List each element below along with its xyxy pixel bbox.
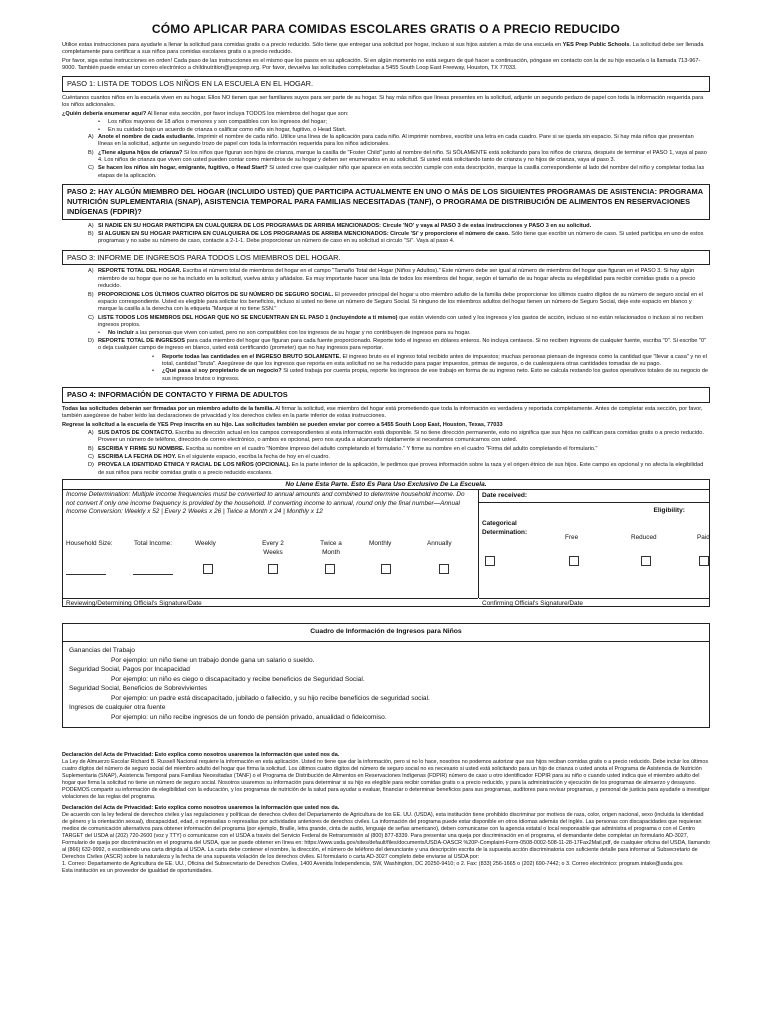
income-example: Por ejemplo: un padre está discapacitado, jubilado o fallecido, y su hijo recibe beneficios de seguridad social. <box>111 694 430 702</box>
bullet-text: En su cuidado bajo un acuerdo de crianza o calificar como niño sin hogar, fugitivo, o Head Start. <box>108 126 347 133</box>
item-bold: REPORTE TOTAL DEL HOGAR. <box>98 268 182 275</box>
item-label: A) <box>88 429 94 436</box>
household-size-label: Household Size: <box>66 540 113 548</box>
item-text: Escriba su dirección actual en los campos correspondientes si esta información está disponible. Si no tiene dirección permanente, esto no significa que sus hijos no califican para comidas gratis o a precio reducido. Proveer un número de teléfono, dirección de correo electrónico, o ambos es opcional, pero nos ayuda a alcanzarlo rápidamente si necesitamos comunicarnos con usted. <box>98 429 704 444</box>
income-determination-text: Income Determination: Multiple income frequencies must be converted to annual amounts and combined to determine household income. Do not convert if only one income frequency is provided by the household. If converting income to annual, round only the final number—Annual Income Conversion: Weekly x 52 | Every 2 Weeks x 26 | Twice a Month x 24 | Monthly x 12 <box>66 491 465 515</box>
item-label: A) <box>88 222 94 229</box>
free-label: Free <box>565 534 579 542</box>
school-use-title: No Llene Esta Parte. Esto Es Para Uso Exclusivo De La Escuela. <box>63 480 709 490</box>
section-header-paso4: PASO 4: INFORMACIÓN DE CONTACTO Y FIRMA DE ADULTOS <box>62 387 710 403</box>
paso4-item-b <box>62 446 710 453</box>
paso1-item-a <box>62 134 710 149</box>
item-bold: PROVEA LA IDENTIDAD ÉTNICA Y RACIAL DE LOS NIÑOS (OPCIONAL). <box>98 462 291 469</box>
paso1-intro: Cuéntanos cuantos niños en la escuela viven en su hogar. Ellos NO tienen que ser familiares suyos para ser parte de su hogar. Si hay más niños que líneas presentes en la solicitud, adjunte un segundo pedazo de papel con toda la información requerida para los niños adicionales. <box>62 95 704 109</box>
item-label: B) <box>88 445 94 452</box>
paso4-item-d <box>62 462 710 477</box>
item-bold: ESCRIBA LA FECHA DE HOY. <box>98 454 177 461</box>
item-text: En la parte inferior de la aplicación, le pedimos que provea información sobre la raza y el origen étnico de sus hijos. Este campo es opcional y no afecta la elegibilidad de sus niños para recibir comidas gratis o a precio reducido escolares. <box>98 462 704 476</box>
return-address: Regrese la solicitud a la escuela de YES Prep inscrita en su hijo. Las solicitudes también se pueden enviar por correo a 5455 South Loop East, Houston, Texas, 77033 <box>62 421 503 428</box>
item-bold: SI ALGUIEN EN SU HOGAR PARTICIPA EN CUALQUIERA DE LOS PROGRAMAS DE ARRIBA MENCIONADOS: Circule 'Sí' y proporcione el número de caso. <box>98 230 510 237</box>
paso3-item-c <box>62 315 710 330</box>
item-label: B) <box>88 230 94 237</box>
section-header-paso2: PASO 2: HAY ALGÚN MIEMBRO DEL HOGAR (INCLUIDO USTED) QUE PARTICIPA ACTUALMENTE EN UNO O MÁS DE LOS SIGUIENTES PROGRAMAS DE ASISTENCIA: PROGRAMA NUTRICIÓN SUPLEMENTARIA (SNAP), ASISTENCIA TEMPORAL PARA FAMILIAS NECESITADAS (TANF), O PROGRAMA DE DISTRIBUCIÓN DE ALIMENTOS EN RESERVACIONES INDÍGENAS (FDPIR)? <box>62 184 710 219</box>
privacy-heading: Declaración del Acta de Privacidad: Esto explica como nosotros usaremos la información que usted nos da. <box>62 751 340 758</box>
bullet-item: • Reporte todas las cantidades en el INGRESO BRUTO SOLAMENTE. El ingreso bruto es el ingreso total recibido antes de impuestos; muchas personas piensan de ingresos como la cantidad que "llevar a casa" y no el total, cantidad "bruta". Asegúrese de que los ingresos que reporta en esta solicitud no se ha reducido para pagar impuestos, primas de seguros, o de cualesquiera otras cantidades tomadas de su pago. <box>152 353 707 367</box>
paso3-item-a <box>62 268 710 290</box>
twice-a-month-checkbox[interactable] <box>325 564 335 574</box>
bullet-item: • ¿Qué pasa si soy propietario de un negocio? Si usted trabaja por cuenta propia, reporte los ingresos de ese trabajo en forma de su ingreso neto. Esto se calcula restando los gastos operativos totales de su negocio de sus ingresos brutos o ingresos. <box>152 368 708 382</box>
item-bold: Anote el nombre de cada estudiante. <box>98 133 196 140</box>
item-text: En el siguiente espacio, escriba la fecha de hoy en el cuadro. <box>176 454 330 461</box>
item-bold: ¿Tiene alguna hijos de crianza? <box>98 149 183 156</box>
paso1-question <box>62 111 710 118</box>
bullet-text: Si usted trabaja por cuenta propia, reporte los ingresos de ese trabajo en forma de su ingreso neto. Esto se calcula restando los gastos operativos totales de su negocio de sus ingresos brutos o ingresos. <box>162 368 708 382</box>
item-text: para cada miembro del hogar que figuran para cada fuente proporcionado. Reporte todo el ingreso en dólares enteros. No incluya centavos. Si no reciben ingresos de cualquier fuente, escriba "0". Si escribe "0" o deja cualquier campo de ingreso en blanco, usted está certificando (prometer) que no hay ingresos para reportar. <box>98 337 707 352</box>
item-label: D) <box>88 462 94 469</box>
paid-checkbox[interactable] <box>699 556 709 566</box>
item-text: Sólo tiene que escribir un número de caso. Si usted participa en uno de estos programas y no sabe su número de caso, contacte a 2-1-1. Debe proporcionar un número de caso en su solicitud si circulo "Sí". Vaya al paso 4. <box>98 230 704 245</box>
weekly-label: Weekly <box>195 540 216 548</box>
categorical-checkbox[interactable] <box>485 556 495 566</box>
item-text: Si usted cree que cualquier niño que aparece en esta sección cumple con esta descripción, marque la casilla correspondiente al lado del nombre del niño y completar todas las etapas de la aplicación. <box>98 165 705 179</box>
item-text: Escriba el número total de miembros del hogar en el campo "Tamaño Total del Hogar (Niños y Adultos)." Este número debe ser igual al número de miembros del hogar que figuran en el PASO 3. Si hay algún miembro de su hogar que no se ha incluido en la solicitud, vuelva atrás y añádalos. Es muy importante hacer una lista de todos los miembros del hogar, según el tamaño de su hogar afecta su elegibilidad para recibir comidas gratis o a precio reducido. <box>98 268 696 290</box>
page-title: CÓMO APLICAR PARA COMIDAS ESCOLARES GRATIS O A PRECIO REDUCIDO <box>151 22 621 36</box>
paso4-intro-text: Al firmar la solicitud, ese miembro del hogar está prometiendo que toda la información es verdadera y reportada completamente. Antes de completar esta sección, por favor, también asegúrese de haber leído las declaraciones de privacidad y los derechos civiles en la parte inferior de estas instrucciones. <box>62 405 703 420</box>
confirming-official-signature[interactable]: Confirming Official's Signature/Date <box>479 598 709 608</box>
item-bold: Se hacen los niños sin hogar, emigrante, fugitivo, o Head Start? <box>98 165 268 172</box>
total-income-label: Total Income: <box>133 540 172 548</box>
bullet-item: • No incluir a las personas que viven con usted, pero no son compatibles con los ingresos de su hogar y no contribuyen de ingresos para su hogar. <box>98 330 471 337</box>
paso3-item-b <box>62 292 710 314</box>
date-received-label[interactable]: Date received: <box>479 490 709 503</box>
bullet-bold: ¿Qué pasa si soy propietario de un negocio? <box>162 368 282 375</box>
paid-label: Paid <box>697 534 710 542</box>
bullet-text: a las personas que viven con usted, pero no son compatibles con los ingresos de su hogar y no contribuyen de ingresos para su hogar. <box>133 330 471 337</box>
income-example: Por ejemplo: un niño es ciego o discapacitado y recibe beneficios de Seguridad Social. <box>111 675 365 683</box>
privacy-paragraph <box>62 752 710 801</box>
item-text: El proveedor principal del hogar u otro miembro adulto de la familia debe proporcionar los últimos cuatro dígitos de su número de seguro social en el espacio correspondiente. Usted es elegible para solicitar los beneficios, incluso si usted no tiene un número de Seguro Social. Si ninguno de los miembros adultos del hogar tienen un número de Seguro Social, deje este espacio en blanco y marque la casilla a la derecha con la etiqueta "Marque si no tiene SSN." <box>98 291 703 313</box>
equal-opportunity-statement: Esta institución es un proveedor de igualdad de oportunidades. <box>62 867 213 874</box>
item-label: A) <box>88 268 94 275</box>
item-bold: ESCRIBA Y FIRME SU NOMBRE. <box>98 445 185 452</box>
paso4-item-c <box>62 454 710 461</box>
bullet-text: El ingreso bruto es el ingreso total recibido antes de impuestos; muchas personas piensan de ingresos como la cantidad que "llevar a casa" y no el total, cantidad "bruta". Asegúrese de que los ingresos que reporta en esta solicitud no se ha reducido para pagar impuestos, primas de seguros, o de cualesquiera otras cantidades tomadas de su pago. <box>162 353 707 367</box>
paso1-item-b <box>62 150 710 165</box>
intro-text-end: . La solicitud debe ser llenada completamente para certificar a sus niños para comidas escolares gratis o a precio reducido. <box>62 41 704 56</box>
item-label: B) <box>88 291 94 298</box>
reviewing-official-signature[interactable]: Reviewing/Determining Official's Signature/Date <box>63 598 478 608</box>
section-header-paso3: PASO 3: INFORME DE INGRESOS PARA TODOS LOS MIEMBROS DEL HOGAR. <box>62 250 710 266</box>
twice-a-month-label: Twice a Month <box>320 540 342 556</box>
annually-label: Annually <box>427 540 452 548</box>
item-text: que están viviendo con usted y los ingresos y los gastos de acción, incluso si no están relacionados o incluso si no reciben ingresos propios. <box>98 314 704 329</box>
privacy-text: La Ley de Almuerzo Escolar Richard B. Russell Nacional requiere la información en esta aplicación. Usted no tiene que dar la información, pero si no lo hace, nosotros no podemos autorizar que sus hijos reciban comidas gratis o a precio reducido. Debe incluir los últimos cuatro dígitos del número de seguro social del miembro adulto del hogar que firma la solicitud. Los últimos cuatro dígitos del número de seguro social no es necesario si usted está solicitando para un hijo de crianza o usted anota el Programa de Asistencia de Nutrición Suplementaria (SNAP), Asistencia Temporal para Familias Necesitadas (TANF) o el Programa de Distribución de Alimentos en Reservaciones Indígenas (FDPIR) número de caso u otro identificador FDPIR para su niño o cuando usted indica que el miembro adulto del hogar que firma la solicitud no tiene un número de seguro social. Nosotros usaremos su información para determinar si su hijo es elegible para recibir comidas gratis o a precio reducido, y para la administración y ejecución de los programas de almuerzo y desayuno. PODEMOS compartir su información de elegibilidad con la educación, y los programas de nutrición de la salud para ayudar a evaluar, financiar o determinar beneficios para sus programas, auditores para revisar programas, y personal de justicia para ayudarle a investigar violaciones de las reglas del programa. <box>62 758 710 800</box>
income-determination-panel <box>63 490 479 608</box>
item-bold: PROPORCIONE LOS ÚLTIMOS CUATRO DÍGITOS DE SU NÚMERO DE SEGURO SOCIAL. <box>98 291 334 298</box>
civil-rights-heading: Declaración del Acta de Privacidad: Esto explica como nosotros usaremos la información que usted nos da. <box>62 804 340 811</box>
privacy-section <box>62 752 710 875</box>
eligibility-panel <box>479 490 710 608</box>
paso2-item-b <box>62 231 710 246</box>
item-label: D) <box>88 337 94 344</box>
every-2-weeks-checkbox[interactable] <box>268 564 278 574</box>
item-label: C) <box>88 454 94 461</box>
paso2-item-a <box>62 223 710 230</box>
child-income-table-title: Cuadro de Información de Ingresos para Niños <box>63 624 709 642</box>
paso3-item-d <box>62 338 710 353</box>
civil-rights-contact: 1. Correo: Departamento de Agricultura de EE. UU., Oficina del Subsecretario de Derechos Civiles, 1400 Avenida Independencia, SW, Washington, DC 20250-9410; o 2. Fax: (833) 256-1665 o (202) 690-7442; o 3. Correo electrónico: program.intake@usda.gov. <box>62 860 684 867</box>
document-page <box>62 22 710 879</box>
categorical-label: Categorical Determination: <box>482 520 528 536</box>
school-name: YES Prep Public Schools <box>562 41 630 48</box>
household-size-field[interactable] <box>66 574 106 575</box>
item-bold: SI NADIE EN SU HOGAR PARTICIPA EN CUALQUIERA DE LOS PROGRAMAS DE ARRIBA MENCIONADOS: Circule 'NO' y vaya al PASO 3 de estas instrucciones y PASO 3 en su solicitud. <box>98 222 592 229</box>
civil-rights-paragraph <box>62 805 710 875</box>
paso1-item-c <box>62 165 710 180</box>
reduced-label: Reduced <box>631 534 657 542</box>
monthly-label: Monthly <box>369 540 392 548</box>
every-2-weeks-label: Every 2 Weeks <box>262 540 284 556</box>
item-label: C) <box>88 314 94 321</box>
income-example: Por ejemplo: un niño tiene un trabajo donde gana un salario o sueldo. <box>111 656 315 664</box>
bullet-bold: No incluir <box>108 330 134 337</box>
paso4-intro <box>62 406 710 421</box>
item-bold: SUS DATOS DE CONTACTO. <box>98 429 174 436</box>
child-income-table <box>62 623 710 727</box>
total-income-field[interactable] <box>133 574 173 575</box>
income-source: Seguridad Social, Beneficios de Sobrevivientes <box>69 685 208 693</box>
weekly-checkbox[interactable] <box>203 564 213 574</box>
paso4-intro-bold: Todas las solicitudes deberán ser firmadas por un miembro adulto de la familia. <box>62 405 274 412</box>
income-example: Por ejemplo: un niño recibe ingresos de un fondo de pensión privado, anualidad o fideicomiso. <box>111 713 387 721</box>
item-label: C) <box>88 165 94 172</box>
question-label: ¿Quién debería enumerar aquí? <box>62 110 147 117</box>
child-income-table-body <box>63 642 709 726</box>
eligibility-label: Eligibility: <box>653 507 685 515</box>
income-source: Ganancias del Trabajo <box>69 647 135 655</box>
bullet-text: Los niños mayores de 18 años o menores y son compatibles con los ingresos del hogar; <box>108 119 327 126</box>
item-text: Si los niños que figuran son hijos de crianza, marque la casilla de "Foster Child" junto al nombre del niño. Si SÓLAMENTE está solicitando para los niños de crianza, después de terminar el PASO 1, vaya al paso 4. Los niños de crianza que viven con usted pueden contar como miembros de su hogar y deben ser enumerados en su solicitud. Si usted está solicitando tanto de crianza y no hijos de crianza, vaya al paso 3. <box>98 149 707 164</box>
intro-paragraph-2: Por favor, siga estas instrucciones en orden! Cada paso de las instrucciones es el mismo que los pasos en su aplicación. Si en algún momento no está seguro de qué hacer a continuación, póngase en contacto con la de su hijo escuela o la llamada 713-967-9000. También puede enviar un correo electrónico a childnutrition@yesprep.org. Por favor, devuelva las solicitudes completadas a 5455 South Loop East Freeway, Houston, TX 77033. <box>62 57 701 71</box>
school-use-box <box>62 479 710 607</box>
section-header-paso1: PASO 1: LISTA DE TODOS LOS NIÑOS EN LA ESCUELA EN EL HOGAR. <box>62 76 710 92</box>
question-text: Al llenar esta sección, por favor incluya TODOS los miembros del hogar que son: <box>146 110 349 117</box>
intro-paragraph <box>62 42 710 57</box>
item-text: Escriba su nombre en el cuadro "Nombre impreso del adulto completando el formulario." Y firme su nombre en el cuadro "Firma del adulto completando el formulario." <box>184 445 598 452</box>
item-label: A) <box>88 133 94 140</box>
bullet-item: • Los niños mayores de 18 años o menores y son compatibles con los ingresos del hogar; <box>98 119 327 126</box>
income-source: Seguridad Social, Pagos por Incapacidad <box>69 666 190 674</box>
item-bold: REPORTE TOTAL DE INGRESOS <box>98 337 186 344</box>
annually-checkbox[interactable] <box>439 564 449 574</box>
paso4-return <box>62 422 710 429</box>
monthly-checkbox[interactable] <box>381 564 391 574</box>
income-source: Ingresos de cualquier otra fuente <box>69 704 166 712</box>
civil-rights-text: De acuerdo con la ley federal de derechos civiles y las regulaciones y políticas de derechos civiles del Departamento de Agricultura de los EE. UU. (USDA), esta institución tiene prohibido discriminar por motivos de raza, color, origen nacional, sexo (incluida la identidad de género y la orientación sexual), discapacidad, edad, o represalias o represalias por actividades anteriores de derechos civiles. La información del programa puede estar disponible en otros idiomas además del inglés. Las personas con discapacidades que requieran medios de comunicación alternativos para obtener información del programa (por ejemplo, Braille, letra grande, cinta de audio, lenguaje de señas americano), deben comunicarse con la agencia estatal o local responsable que administra el programa o con el Centro TARGET del USDA al (202) 720-2600 (voz y TTY) o comunicarse con el USDA a través del Servicio Federal de Retransmisión al (800) 877-8339. Para presentar una queja por discriminación en el programa, el demandante debe completar un formulario AD-3027, Formulario de queja por discriminación en el programa del USDA, que se puede obtener en línea en: https://www.usda.gov/sites/default/files/documents/USDA-OASCR %20P-Complaint-Form-0508-0002-508-11-28-17Fax2Mail.pdf, de cualquier oficina del USDA, llamando al (866) 632-9992, o escribiendo una carta dirigida al USDA. La carta debe contener el nombre, la dirección, el número de teléfono del denunciante y una descripción escrita de la supuesta acción discriminatoria con suficiente detalle para informar al Subsecretario de Derechos Civiles (ASCR) sobre la naturaleza y la fecha de una supuesta violación de los derechos civiles. El formulario o carta AD-3027 completo debe enviarse al USDA por: <box>62 811 711 860</box>
reduced-checkbox[interactable] <box>641 556 651 566</box>
item-bold: LISTE TODOS LOS MIEMBROS DEL HOGAR QUE NO SE ENCUENTRAN EN EL PASO 1 (incluyéndote a ti mismo) <box>98 314 398 321</box>
bullet-bold: Reporte todas las cantidades en el INGRESO BRUTO SOLAMENTE. <box>162 353 341 360</box>
free-checkbox[interactable] <box>569 556 579 566</box>
bullet-item: • En su cuidado bajo un acuerdo de crianza o calificar como niño sin hogar, fugitivo, o Head Start. <box>98 126 347 133</box>
intro-text: Utilice estas instrucciones para ayudarle a llenar la solicitud para comidas gratis o a precio reducido. Sólo tiene que entregar una solicitud por hogar, incluso si sus hijos asisten a más de una escuela en <box>62 41 563 48</box>
paso4-item-a <box>62 430 710 445</box>
item-label: B) <box>88 149 94 156</box>
item-text: Imprimir el nombre de cada niño. Utilice una línea de la aplicación para cada niño. Al imprimir nombres, escribir una letra en cada cuadro. Pare si se queda sin espacio. Si hay más niños que presentan líneas en la solicitud, adjunte un segundo trozo de papel con toda la información requerida para los niños adicionales. <box>98 133 694 148</box>
